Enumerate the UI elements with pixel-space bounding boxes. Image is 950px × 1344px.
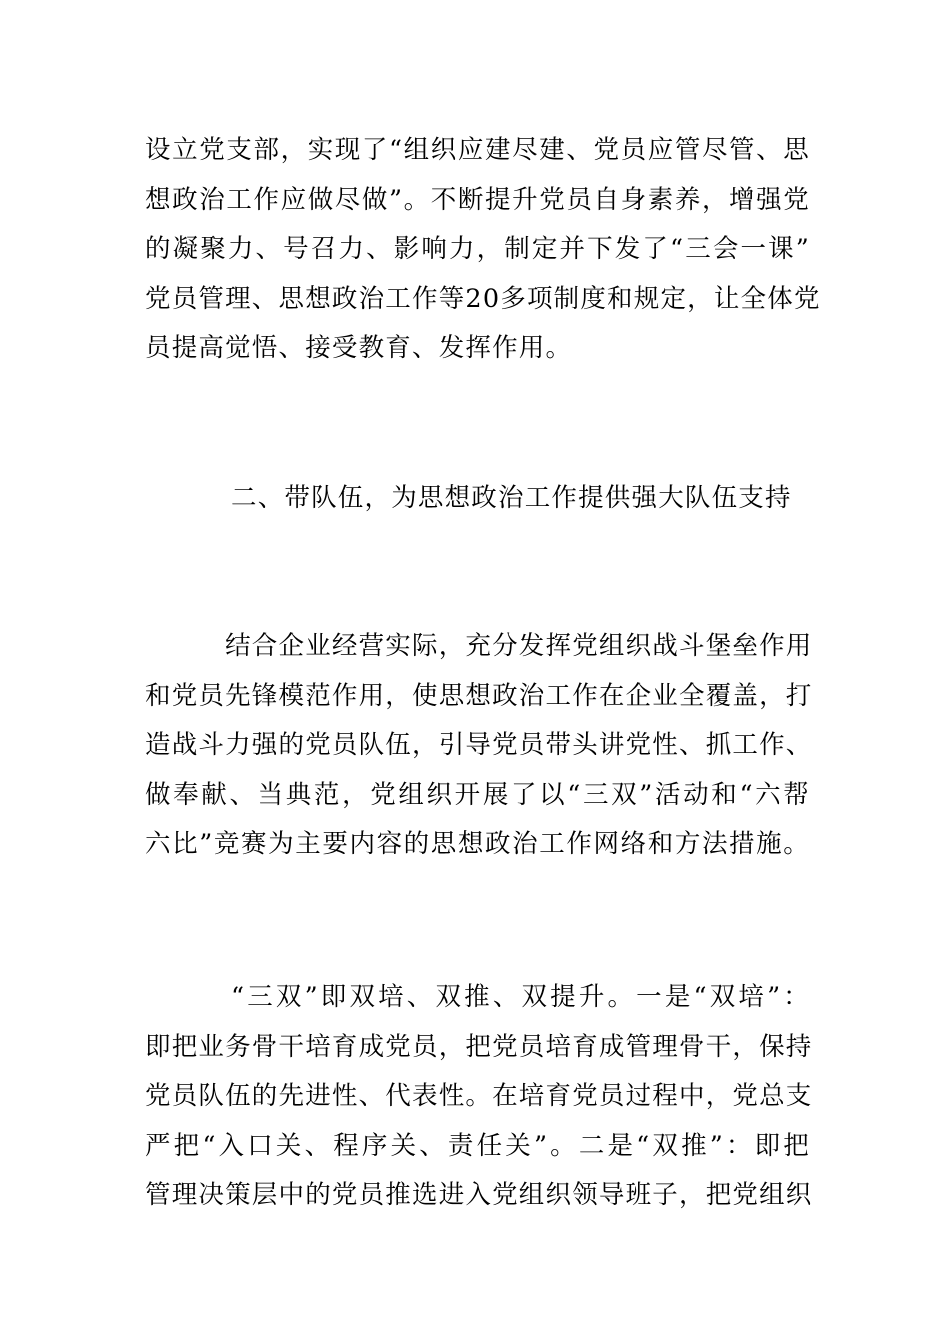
paragraph-2-line: 做奉献、当典范，党组织开展了以“三双”活动和“六帮	[145, 779, 810, 810]
paragraph-2-line: 六比”竞赛为主要内容的思想政治工作网络和方法措施。	[145, 829, 810, 859]
section-heading-2: 二、带队伍，为思想政治工作提供强大队伍支持	[231, 483, 792, 513]
paragraph-3-line: 即把业务骨干培育成党员，把党员培育成管理骨干，保持	[145, 1031, 813, 1062]
paragraph-2	[145, 622, 813, 870]
paragraph-1-line: 想政治工作应做尽做”。不断提升党员自身素养，增强党	[145, 184, 810, 215]
paragraph-2-line: 结合企业经营实际，充分发挥党组织战斗堡垒作用	[145, 631, 813, 661]
paragraph-1	[145, 126, 821, 374]
paragraph-3-line: 严把“入口关、程序关、责任关”。二是“双推”：即把	[145, 1130, 810, 1161]
paragraph-3	[145, 973, 813, 1221]
paragraph-1-line: 党员管理、思想政治工作等20多项制度和规定，让全体党	[145, 283, 821, 314]
paragraph-1-line: 员提高觉悟、接受教育、发挥作用。	[145, 333, 573, 363]
paragraph-2-line: 和党员先锋模范作用，使思想政治工作在企业全覆盖，打	[145, 680, 813, 711]
paragraph-2-line: 造战斗力强的党员队伍，引导党员带头讲党性、抓工作、	[145, 730, 813, 760]
paragraph-1-line: 的凝聚力、号召力、影响力，制定并下发了“三会一课”	[145, 234, 810, 264]
paragraph-3-line: 管理决策层中的党员推选进入党组织领导班子，把党组织	[145, 1180, 813, 1210]
paragraph-3-line: “三双”即双培、双推、双提升。一是“双培”：	[145, 982, 810, 1012]
paragraph-1-line: 设立党支部，实现了“组织应建尽建、党员应管尽管、思	[145, 135, 810, 165]
paragraph-3-line: 党员队伍的先进性、代表性。在培育党员过程中，党总支	[145, 1081, 813, 1111]
